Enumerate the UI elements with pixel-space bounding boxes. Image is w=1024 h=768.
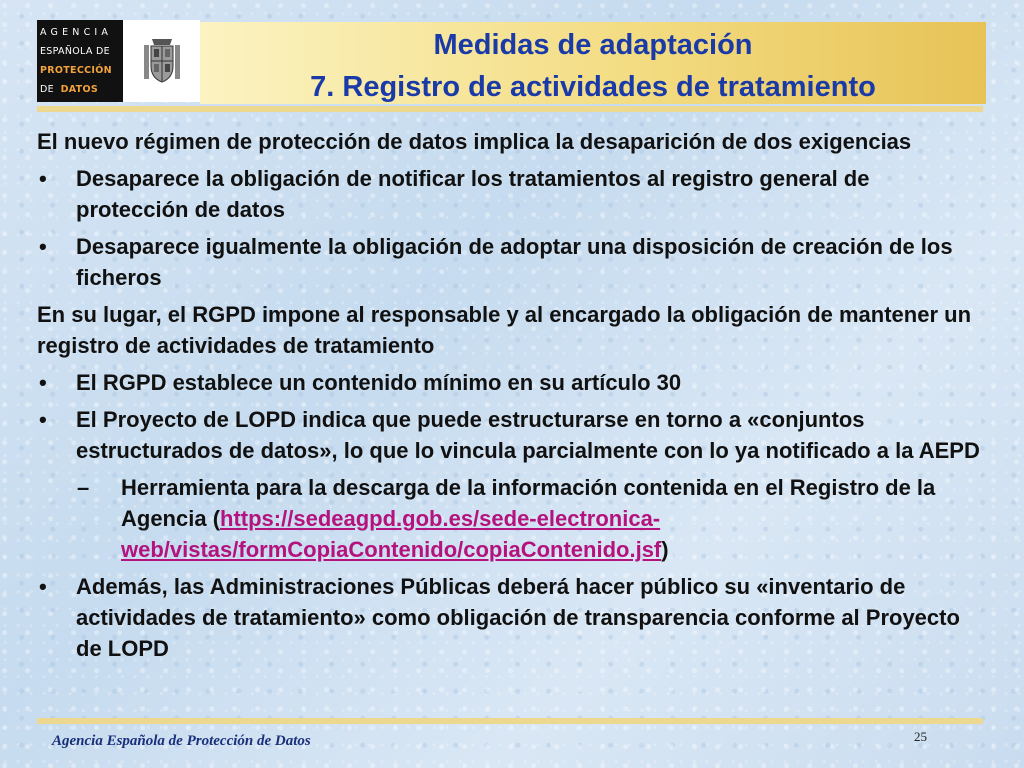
footer-organization: Agencia Española de Protección de Datos	[52, 733, 311, 749]
second-paragraph: En su lugar, el RGPD impone al responsable y al encargado la obligación de mantener un registro de actividades de tratamiento	[37, 302, 972, 358]
logo-line-4b: DATOS	[60, 84, 98, 95]
list-item-text: El Proyecto de LOPD indica que puede estructurarse en torno a «conjuntos estructurados de datos», lo que lo vincula parcialmente con lo ya notificado a la AEPD	[76, 407, 980, 463]
bullet-icon: •	[39, 370, 47, 395]
list-item-text: Desaparece igualmente la obligación de adoptar una disposición de creación de los ficheros	[76, 234, 953, 290]
list-item	[37, 404, 987, 466]
footer-divider	[37, 718, 983, 724]
logo-line-4	[40, 80, 121, 99]
agency-logo	[37, 20, 200, 102]
coat-of-arms-icon	[123, 20, 200, 102]
list-item	[37, 571, 987, 664]
header-divider	[37, 106, 983, 112]
bullet-icon: •	[39, 407, 47, 432]
registry-download-link[interactable]: https://sedeagpd.gob.es/sede-electronica-web/vistas/formCopiaContenido/copiaContenido.jsf	[121, 506, 662, 562]
bullet-icon: •	[39, 574, 47, 599]
list-item-text: El RGPD establece un contenido mínimo en su artículo 30	[76, 370, 682, 395]
list-item-text: Desaparece la obligación de notificar los tratamientos al registro general de protección de datos	[76, 166, 870, 222]
sub-list-item	[37, 472, 987, 565]
bullet-icon: •	[39, 166, 47, 191]
page-number: 25	[914, 729, 927, 744]
list-item	[37, 163, 987, 225]
page-subtitle: 7. Registro de actividades de tratamiento	[310, 71, 876, 103]
list-item	[37, 367, 987, 398]
list-item-text: Además, las Administraciones Públicas deberá hacer público su «inventario de actividades de tratamiento» como obligación de transparencia conforme al Proyecto de LOPD	[76, 574, 960, 661]
intro-paragraph: El nuevo régimen de protección de datos implica la desaparición de dos exigencias	[37, 129, 912, 154]
page-title: Medidas de adaptación	[433, 29, 753, 61]
logo-line-3: PROTECCIÓN	[40, 65, 112, 76]
logo-line-1: AGENCIA	[40, 27, 113, 38]
logo-line-4a: DE	[40, 84, 54, 95]
list-item	[37, 231, 987, 293]
dash-icon: –	[77, 475, 90, 500]
bullet-icon: •	[39, 234, 47, 259]
sub-item-text-end: )	[661, 537, 669, 562]
slide-content	[37, 126, 987, 670]
sub-item-text: Herramienta para la descarga de la información contenida en el Registro de la Agencia (	[121, 475, 936, 531]
logo-line-2: ESPAÑOLA DE	[40, 46, 110, 57]
logo-wordmark	[37, 20, 123, 102]
